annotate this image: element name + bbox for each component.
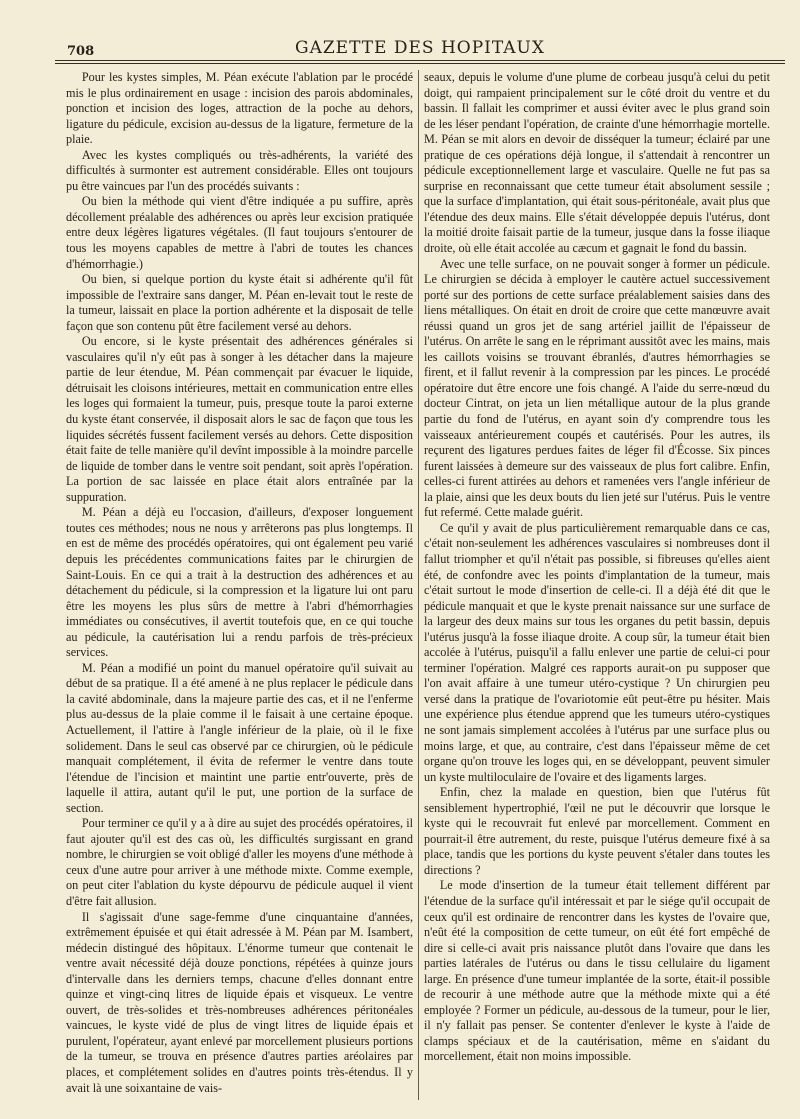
right-column — [424, 70, 770, 1110]
paragraph: Ou bien, si quelque portion du kyste était si adhérente qu'il fût impossible de l'extraire sans danger, M. Péan en-levait tout le reste de la tumeur, laissait en place la portion adhérente et la disposait de telle façon que son contenu pût être facilement versé au dehors. — [66, 272, 413, 333]
paragraph: Ou encore, si le kyste présentait des adhérences générales si vasculaires qu'il n'y eût pas à songer à les détacher dans la majeure partie de leur étendue, M. Péan commençait par évacuer le liquide, détruisait les cloisons intérieures, mettait en communication entre elles les loges qui formaient la tumeur, puis, presque toute la paroi externe du kyste étant conservée, il disposait alors le sac de façon que tous les liquides sécrétés fussent facilement versés au dehors. Cette disposition était faite de telle manière qu'il devînt impossible à la moindre parcelle de liquide de tomber dans le ventre soit pendant, soit après l'opération. La portion de sac laissée en place était alors entraînée par la suppuration. — [66, 334, 413, 504]
running-title: GAZETTE DES HOPITAUX — [294, 38, 545, 58]
paragraph: Pour les kystes simples, M. Péan exécute l'ablation par le procédé mis le plus ordinairement en usage : incision des parois abdominales, ponction et incision des loges, attraction de la poche au dehors, ligature du pédicule, excision au-dessus de la ligature, fermeture de la plaie. — [66, 70, 413, 147]
header-rule — [55, 60, 785, 61]
header-rule-double — [55, 63, 785, 64]
paragraph: M. Péan a modifié un point du manuel opératoire qu'il suivait au début de sa pratique. Il a été amené à ne plus replacer le pédicule dans la cavité abdominale, dans la majeure partie des cas, et il ne l'enferme plus au-dessus de la plaie comme il le faisait à une certaine époque. Actuellement, il l'attire à l'angle inférieur de la plaie, où il le fixe solidement. Dans le seul cas observé par ce chirurgien, où le pédicule manquait complétement, il évita de refermer le ventre dans toute l'étendue de l'incision et maintint une partie entr'ouverte, près de laquelle il attira, autant qu'il le put, une portion de la surface de section. — [66, 660, 413, 815]
page-number: 708 — [67, 44, 95, 59]
page-header — [55, 36, 785, 66]
paragraph: Le mode d'insertion de la tumeur était tellement différent par l'étendue de la surface qu'il intéressait et par le siége qu'il occupait de ceux qu'il est ordinaire de rencontrer dans les kystes de l'ovaire que, n'eût été la composition de cette tumeur, on eût été fort empêché de dire si celle-ci avait pris naissance plutôt dans l'ovaire que dans les parties latérales de l'utérus ou dans le tissu cellulaire du ligament large. En présence d'une tumeur implantée de la sorte, était-il possible de recourir à une méthode autre que la méthode mixte qui a été employée ? Former un pédicule, au-dessous de la tumeur, pour le lier, il n'y fallait pas penser. Se contenter d'enlever le kyste à l'aide de clamps spéciaux et de la cautérisation, même en s'aidant du morcellement, était non moins impossible. — [424, 878, 770, 1064]
paragraph: Enfin, chez la malade en question, bien que l'utérus fût sensiblement hypertrophié, l'œil ne put le découvrir que lorsque le kyste qui le recouvrait fut enlevé par morcellement. Comment en pourrait-il être autrement, du reste, puisque l'utérus demeure fixé à sa place, tandis que les portions du kyste peuvent s'étaler dans toutes les directions ? — [424, 785, 770, 877]
paragraph: Avec les kystes compliqués ou très-adhérents, la variété des difficultés à surmonter est autrement considérable. Elles ont toujours pu être vaincues par l'un des procédés suivants : — [66, 147, 413, 193]
paragraph: Pour terminer ce qu'il y a à dire au sujet des procédés opératoires, il faut ajouter qu'il est des cas où, les difficultés surgissant en grand nombre, le chirurgien se voit obligé d'aller les moyens d'une méthode à ceux d'une autre pour arriver à une méthode mixte. Comme exemple, on peut citer l'ablation du kyste dépourvu de pédicule auquel il vient d'être fait allusion. — [66, 816, 413, 908]
paragraph: Ce qu'il y avait de plus particulièrement remarquable dans ce cas, c'était non-seulement les adhérences vasculaires si nombreuses dont il fallut triompher et qu'il n'était pas possible, si fibreuses qu'elles aient été, de confondre avec les points d'implantation de la tumeur, mais c'était surtout le mode d'insertion de celle-ci. Il a déjà été dit que le pédicule manquait et que le kyste prenait naissance sur une surface de la largeur des deux mains sur tous les organes du petit bassin, depuis l'utérus jusqu'à la fosse iliaque droite. A coup sûr, la tumeur était bien accolée à l'utérus, puisqu'il a fallu enlever une partie de celui-ci pour terminer l'opération. Malgré ces rapports aurait-on pu supposer que l'on avait affaire à une tumeur utéro-cystique ? Un chirurgien peu versé dans la pratique de l'ovariotomie eût peut-être pu hésiter. Mais une expérience plus étendue apprend que les tumeurs utéro-cystiques ne sont jamais simplement accolées à l'utérus par une surface plus ou moins large, et que, au contraire, c'est dans l'épaisseur même de cet organe qu'on trouve les loges qui, en se développant, peuvent simuler un kyste multiloculaire de l'ovaire et des ligaments larges. — [424, 520, 770, 784]
paragraph: seaux, depuis le volume d'une plume de corbeau jusqu'à celui du petit doigt, qui rampaient principalement sur le côté droit du ventre et du bassin. Il fallait les comprimer et aussi éviter avec le plus grand soin de les léser pendant l'opération, de crainte d'une hémorrhagie mortelle. M. Péan se mit alors en devoir de disséquer la tumeur; éclairé par une pratique de ces opérations déjà longue, il s'attendait à rencontrer un pédicule exceptionnellement large et vasculaire. Quelle ne fut pas sa surprise en reconnaissant que cette tumeur était absolument sessile ; que la surface d'implantation, qui était sous-péritonéale, avait plus que l'étendue des deux mains. Elle s'était développée depuis l'utérus, dont la moitié droite faisait partie de la tumeur, jusque dans la fosse iliaque droite, où elle était accolée au cæcum et gagnait le fond du bassin. — [424, 70, 770, 256]
paragraph: Avec une telle surface, on ne pouvait songer à former un pédicule. Le chirurgien se décida à employer le cautère actuel successivement porté sur des portions de cette surface préalablement saisies dans des liens métalliques. On était en droit de croire que cette manœuvre avait réussi quand un gros jet de sang artériel jaillit de l'épaisseur de l'utérus. On arrête le sang en le réprimant aussitôt avec les mains, mais les caillots voisins se trouvant ébranlés, d'autres hémorrhagies se firent, et il fallut revenir à la compression par les pinces. Le procédé opératoire dut être encore une fois changé. A l'aide du serre-nœud du docteur Cintrat, on jeta un lien métallique autour de la plus grande partie du fond de l'utérus, en ayant soin d'y comprendre tous les vaisseaux antérieurement coupés et cautérisés. Pour les autres, ils reçurent des ligatures perdues faites de léger fil d'Écosse. Six pinces furent laissées à demeure sur des vaisseaux de plus fort calibre. Enfin, celles-ci furent attirées au dehors et ramenées vers l'angle inférieur de la plaie, ainsi que les deux bouts du lien jeté sur l'utérus. Puis le ventre fut refermé. Cette malade guérit. — [424, 256, 770, 520]
paragraph: Il s'agissait d'une sage-femme d'une cinquantaine d'années, extrêmement épuisée et qui était adressée à M. Péan par M. Isambert, médecin distingué des hôpitaux. L'énorme tumeur que contenait le ventre avait nécessité déjà douze ponctions, répétées à quinze jours d'intervalle dans les derniers temps, chacune d'elles donnant entre quinze et vingt-cinq litres de liquide épais et visqueux. Le ventre ouvert, de très-solides et très-nombreuses adhérences péritonéales vaincues, le kyste vidé de plus de vingt litres de liquide épais et purulent, l'opérateur, ayant enlevé par morcellement plusieurs portions de la tumeur, se trouva en présence d'autres parties aréolaires par places, et complétement solides en d'autres points très-étendus. Il y avait là une soixantaine de vais- — [66, 909, 413, 1095]
column-divider — [418, 70, 419, 1100]
paragraph: M. Péan a déjà eu l'occasion, d'ailleurs, d'exposer longuement toutes ces méthodes; nous ne nous y arrêterons pas plus longtemps. Il en est de même des procédés opératoires, qui ont également peu varié depuis les précédentes communications faites par le chirurgien de Saint-Louis. En ce qui a trait à la destruction des adhérences et au détachement du pédicule, si la compression et la ligature lui ont paru être les moyens les plus sûrs de mettre à l'abri d'hémorrhagies immédiates ou consécutives, il avertit toutefois que, en ce qui touche au pédicule, la cautérisation lui a rendu parfois de très-précieux services. — [66, 505, 413, 660]
paragraph: Ou bien la méthode qui vient d'être indiquée a pu suffire, après décollement préalable des adhérences ou après leur excision pratiquée entre deux légères ligatures végétales. (Il faut toujours s'entourer de tous les moyens capables de mettre à l'abri de toutes les chances d'hémorrhagie.) — [66, 194, 413, 271]
left-column — [66, 70, 413, 1110]
